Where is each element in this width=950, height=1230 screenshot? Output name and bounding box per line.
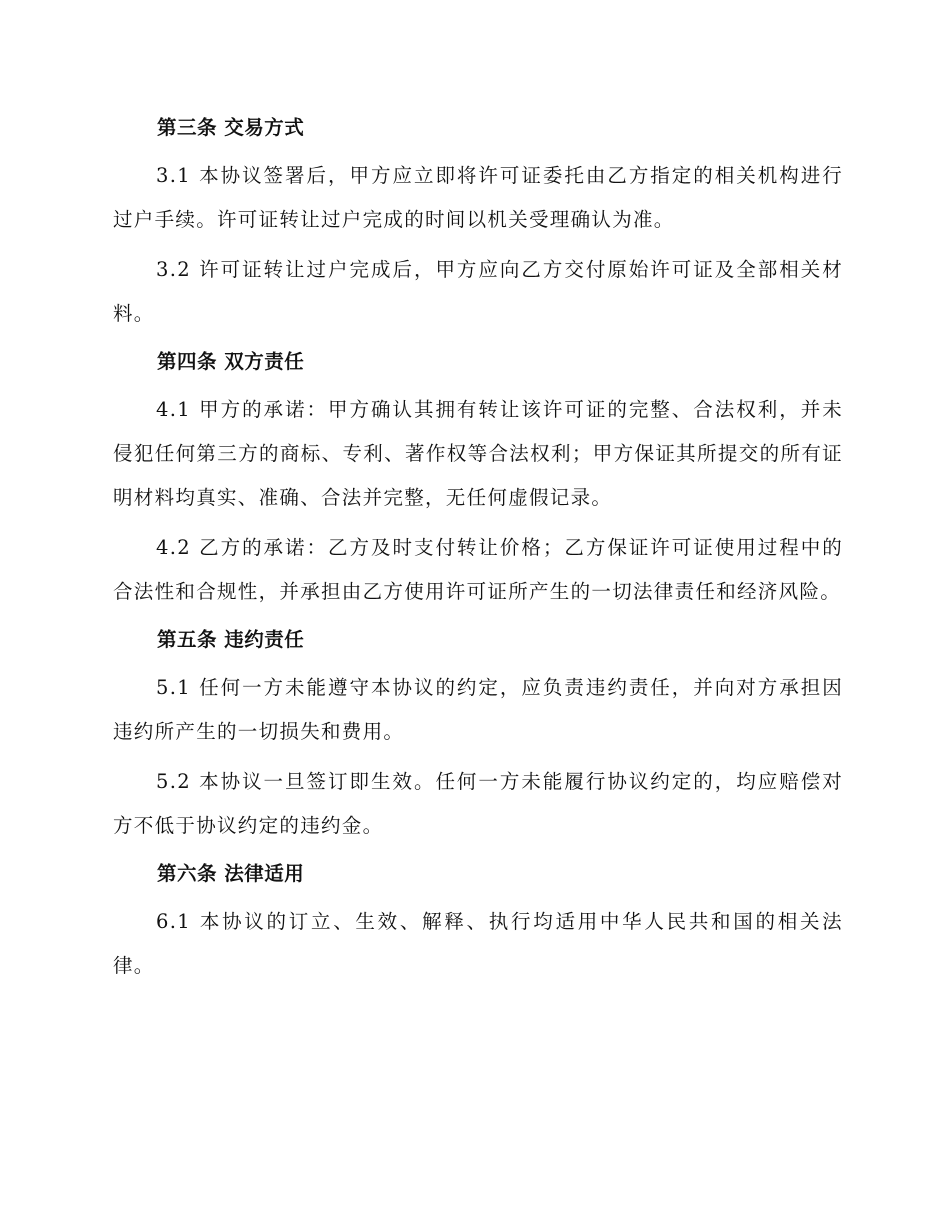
document-page [113,108,843,994]
clause-4-1: 4.1 甲方的承诺：甲方确认其拥有转让该许可证的完整、合法权利，并未侵犯任何第三方的商标、专利、著作权等合法权利；甲方保证其所提交的所有证明材料均真实、准确、合法并完整，无任何虚假记录。 [113,398,843,509]
clause-3-2: 3.2 许可证转让过户完成后，甲方应向乙方交付原始许可证及全部相关材料。 [113,258,843,325]
section-article-6 [113,854,843,988]
section-article-5 [113,620,843,848]
clause-5-1: 5.1 任何一方未能遵守本协议的约定，应负责违约责任，并向对方承担因违约所产生的一切损失和费用。 [113,676,843,743]
clause-5-2: 5.2 本协议一旦签订即生效。任何一方未能履行协议约定的，均应赔偿对方不低于协议约定的违约金。 [113,770,843,837]
section-heading: 第四条 双方责任 [157,350,305,373]
clause-4-2: 4.2 乙方的承诺：乙方及时支付转让价格；乙方保证许可证使用过程中的合法性和合规性，并承担由乙方使用许可证所产生的一切法律责任和经济风险。 [113,536,843,603]
clause-3-1: 3.1 本协议签署后，甲方应立即将许可证委托由乙方指定的相关机构进行过户手续。许可证转让过户完成的时间以机关受理确认为准。 [113,164,843,231]
section-article-4 [113,342,843,614]
clause-6-1: 6.1 本协议的订立、生效、解释、执行均适用中华人民共和国的相关法律。 [113,910,843,977]
section-heading: 第六条 法律适用 [157,862,305,885]
section-heading: 第三条 交易方式 [157,116,305,139]
section-article-3 [113,108,843,336]
section-heading: 第五条 违约责任 [157,628,305,651]
